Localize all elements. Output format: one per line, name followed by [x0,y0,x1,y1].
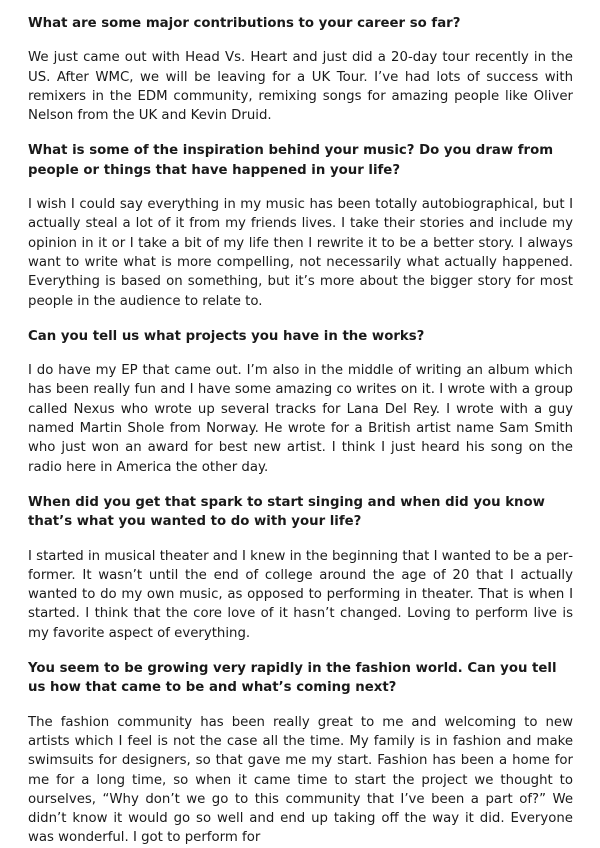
question: What are some major contributions to your career so far? [28,16,461,31]
answer: I do have my EP that came out. I’m also in the middle of writing an album which has been really fun and I have some amazing co writes on it. I wrote with a group called Nexus who wrote up several tracks for Lana Del Rey. I wrote with a guy named Martin Shole from Norway. He wrote for a British artist name Sam Smith who just won an award for best new artist. I think I just heard his song on the radio here in America the other day. [28,363,573,475]
question: Can you tell us what projects you have in the works? [28,328,425,344]
qa-block-2 [28,141,573,310]
qa-block-4 [28,493,573,643]
answer: The fashion community has been really great to me and welcoming to new artists which I feel is not the case all the time. My family is in fashion and make swimsuits for designers, so that gave me my start. Fashion has been a home for me for a long time, so when it came time to start the project we thought to ourselves, “Why don’t we go to this community that I’ve been a part of?” We didn’t know it would go so well and end up taking off the way it did. Everyone was wonderful. I got to perform for [28,714,573,846]
answer: We just came out with Head Vs. Heart and just did a 20-day tour recently in the US. After WMC, we will be leaving for a UK Tour. I’ve had lots of success with remixers in the EDM community, remixing songs for amazing people like Oliver Nelson from the UK and Kevin Druid. [28,50,573,124]
qa-block-5 [28,659,573,848]
answer: I wish I could say everything in my music has been totally autobiographical, but I actually steal a lot of it from my friends lives. I take their stories and include my opinion in it or I take a bit of my life then I rewrite it to be a better story. I always want to write what is more compelling, not necessarily what actually happened. Everything is based on something, but it’s more about the bigger story for most people in the audience to relate to. [28,197,573,309]
qa-block-3 [28,327,573,477]
qa-block-1 [28,14,573,125]
question: When did you get that spark to start singing and when did you know that’s what you wanted to do with your life? [28,494,545,530]
answer: I started in musical theater and I knew in the beginning that I wanted to be a performer. It wasn’t until the end of college around the age of 20 that I actually wanted to do my own music, as opposed to performing in theater. That is when I started. I think that the core love of it hasn’t changed. Loving to perform live is my favorite aspect of everything. [28,548,573,641]
question: You seem to be growing very rapidly in the fashion world. Can you tell us how that came to be and what’s coming next? [28,661,557,696]
question: What is some of the inspiration behind your music? Do you draw from people or things that have happened in your life? [28,143,554,178]
